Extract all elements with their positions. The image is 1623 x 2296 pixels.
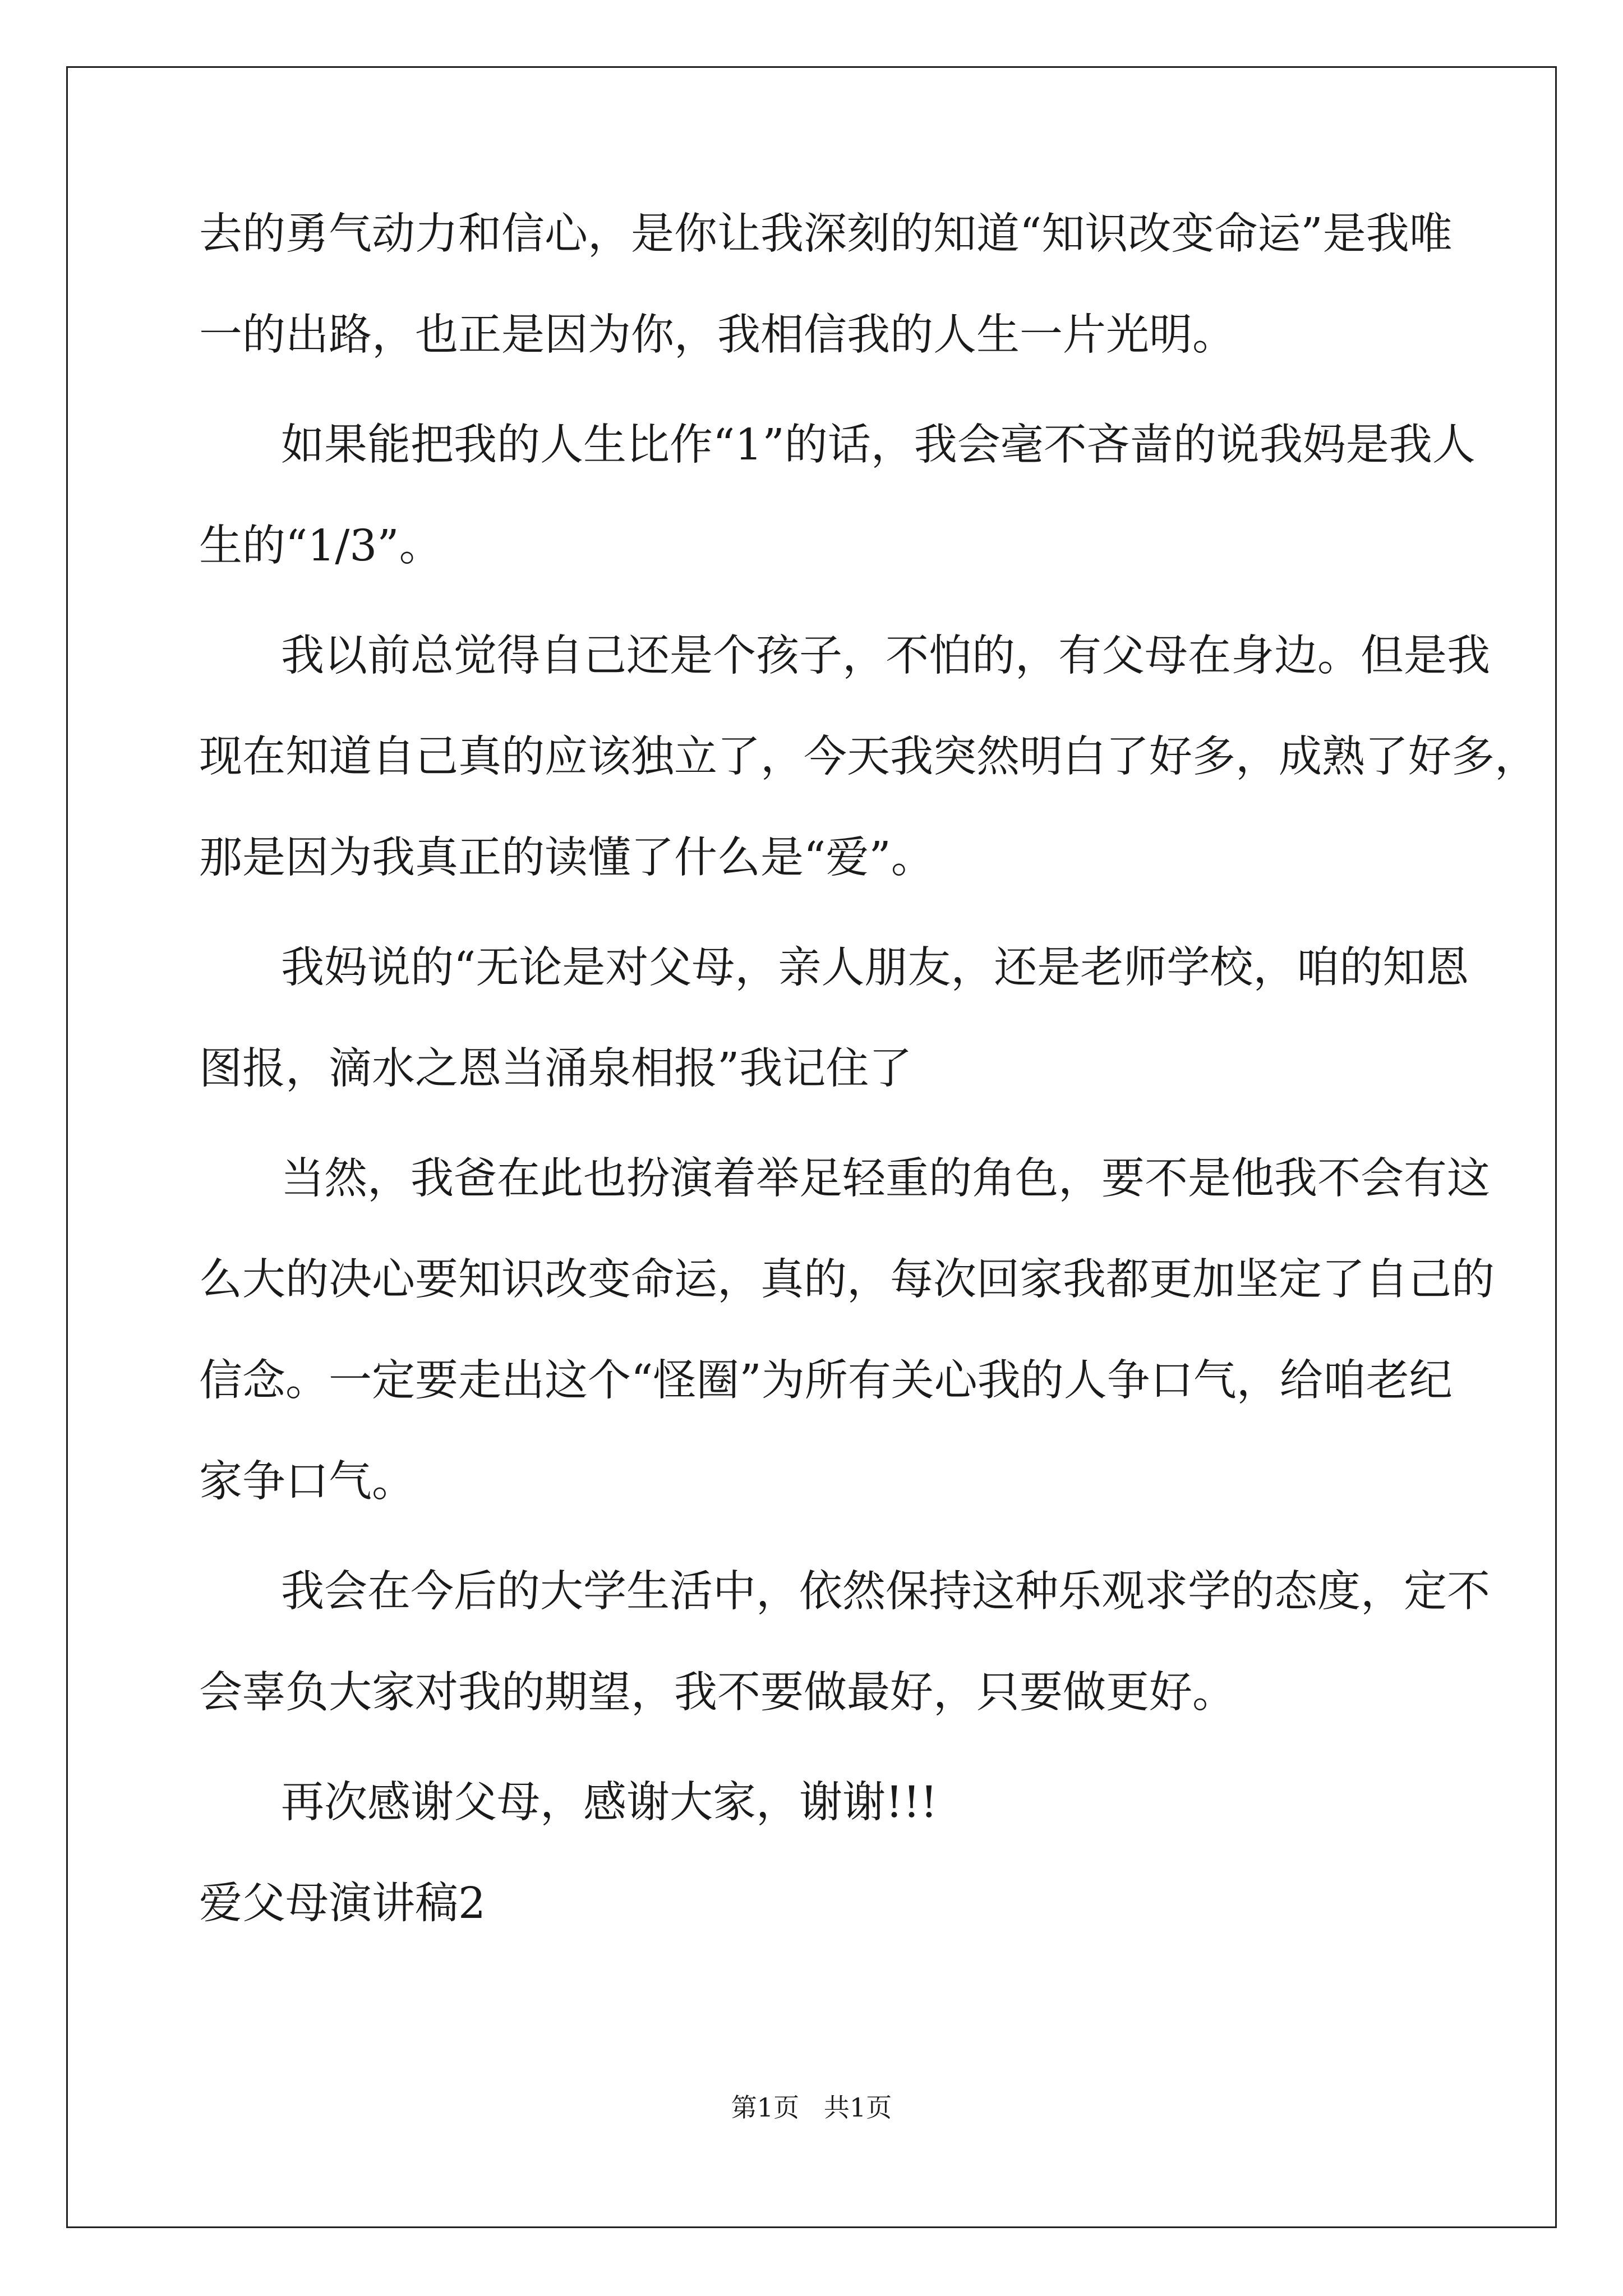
text-line: 我以前总觉得自己还是个孩子，不怕的，有父母在身边。但是我 bbox=[281, 631, 1490, 681]
text-line: 再次感谢父母，感谢大家，谢谢!!! bbox=[281, 1778, 938, 1828]
text-line: 去的勇气动力和信心，是你让我深刻的知道“知识改变命运”是我唯 bbox=[199, 209, 1453, 259]
section-heading: 爱父母演讲稿2 bbox=[199, 1879, 486, 1929]
text-line: 家争口气。 bbox=[199, 1457, 415, 1507]
text-line: 一的出路，也正是因为你，我相信我的人生一片光明。 bbox=[199, 310, 1235, 360]
text-line: 么大的决心要知识改变命运，真的，每次回家我都更加坚定了自己的 bbox=[199, 1255, 1495, 1305]
text-line: 那是因为我真正的读懂了什么是“爱”。 bbox=[199, 833, 934, 883]
text-line: 图报，滴水之恩当涌泉相报”我记住了 bbox=[199, 1044, 912, 1094]
text-line: 如果能把我的人生比作“1”的话，我会毫不吝啬的说我妈是我人 bbox=[281, 420, 1476, 470]
text-line: 会辜负大家对我的期望，我不要做最好，只要做更好。 bbox=[199, 1668, 1235, 1718]
text-line: 我会在今后的大学生活中，依然保持这种乐观求学的态度，定不 bbox=[281, 1567, 1490, 1617]
page-number-footer: 第1页 共1页 bbox=[731, 2092, 892, 2123]
text-line: 现在知道自己真的应该独立了，今天我突然明白了好多，成熟了好多， bbox=[199, 732, 1538, 782]
text-line: 信念。一定要走出这个“怪圈”为所有关心我的人争口气，给咱老纪 bbox=[199, 1356, 1453, 1406]
text-line: 生的“1/3”。 bbox=[199, 521, 442, 571]
text-line: 我妈说的“无论是对父母，亲人朋友，还是老师学校，咱的知恩 bbox=[281, 943, 1469, 993]
text-line: 当然，我爸在此也扮演着举足轻重的角色，要不是他我不会有这 bbox=[281, 1154, 1490, 1204]
